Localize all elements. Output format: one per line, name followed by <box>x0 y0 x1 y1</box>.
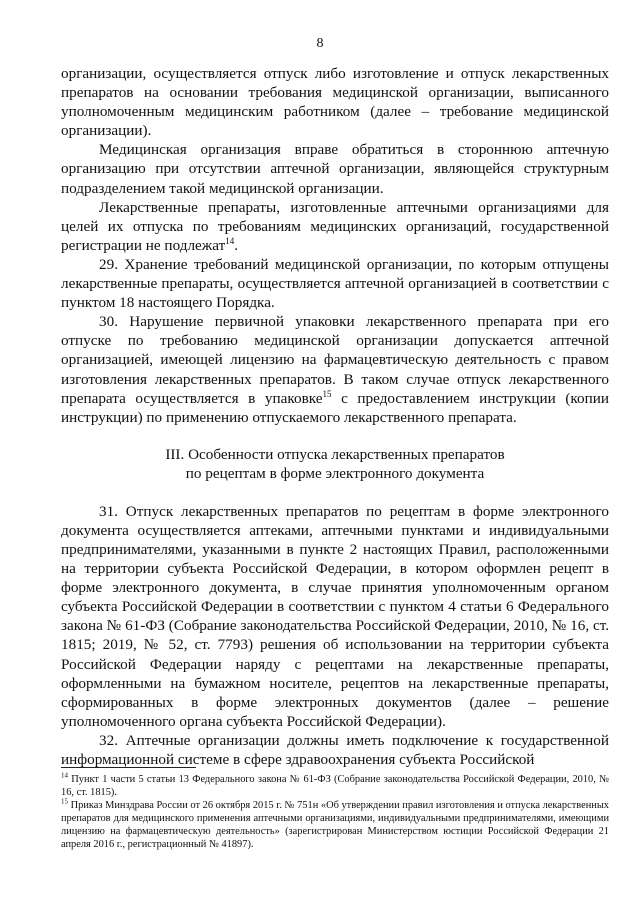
paragraph-text: 29. Хранение требований медицинской организации, по которым отпущены лекарственные препараты, осуществляется аптечной организацией в соответствии с пунктом 18 настоящего Порядка. <box>61 255 609 312</box>
paragraph-third-party-pharmacy <box>61 140 609 197</box>
footnote-number: 15 <box>61 797 68 806</box>
page-number: 8 <box>316 36 324 51</box>
document-body <box>61 64 609 769</box>
paragraph-text: Медицинская организация вправе обратиться в стороннюю аптечную организацию при отсутствии аптечной организации, являющейся структурным подразделением такой медицинской организации. <box>61 141 609 197</box>
paragraph-no-registration <box>61 198 609 255</box>
paragraph-30 <box>61 312 609 427</box>
section-heading-line-1: III. Особенности отпуска лекарственных препаратов <box>165 445 505 463</box>
footnote-text: Приказ Минздрава России от 26 октября 2015 г. № 751н «Об утверждении правил изготовления и отпуска лекарственных препаратов для медицинского применения аптечными организациями, индивидуальными предпринимателями, имеющими лицензию на фармацевтическую деятельность» (зарегистрирован Министерством юстиции Российской Федерации 21 апреля 2016 г., регистрационный № 41897). <box>61 800 609 851</box>
section-heading-line-2: по рецептам в форме электронного документа <box>185 465 485 483</box>
footnote-divider <box>61 767 196 768</box>
footnote-text: Пункт 1 части 5 статьи 13 Федерального закона № 61-ФЗ (Собрание законодательства Российской Федерации, 2010, № 16, ст. 1815). <box>61 774 609 799</box>
footnote-reference-15[interactable]: 15 <box>322 388 332 399</box>
footnotes <box>61 773 609 852</box>
paragraph-text: 32. Аптечные организации должны иметь подключение к государственной информационной системе в сфере здравоохранения субъекта Российской <box>61 731 609 768</box>
paragraph-text: 31. Отпуск лекарственных препаратов по рецептам в форме электронного документа осуществляется аптеками, аптечными пунктами и индивидуальными предпринимателями, указанными в пункте 2 настоящих Правил, расположенными на территории субъекта Российской Федерации, в котором оформлен рецепт в форме электронного документа, в случае принятия уполномоченным органом субъекта Российской Федерации в соответствии с пунктом 4 статьи 6 Федерального закона № 61-ФЗ (Собрание законодательства Российской Федерации, 2010, № 16, ст. 1815; 2019, № 52, ст. 7793) решения об использовании на территории субъекта Российской Федерации наряду с рецептами на лекарственные препараты, оформленными на бумажном носителе, рецептов на лекарственные препараты, сформированных в форме электронных документов (далее – решение уполномоченного органа субъекта Российской Федерации). <box>61 502 609 730</box>
paragraph-continuation <box>61 64 609 140</box>
paragraph-text: организации, осуществляется отпуск либо изготовление и отпуск лекарственных препаратов на основании требования медицинской организации, выписанного уполномоченным медицинским работником (далее – требование медицинской организации). <box>61 65 609 140</box>
paragraph-29 <box>61 255 609 312</box>
footnote-reference-14[interactable]: 14 <box>225 235 235 246</box>
paragraph-31 <box>61 502 609 731</box>
footnote-number: 14 <box>61 771 68 780</box>
paragraph-32 <box>61 731 609 769</box>
paragraph-text: Лекарственные препараты, изготовленные аптечными организациями для целей их отпуска по требованиям медицинских организаций, государственной регистрации не подлежат <box>61 198 609 254</box>
footnote-15 <box>61 799 609 851</box>
paragraph-tail: с предоставлением инструкции (копии инструкции) по применению отпускаемого лекарственного препарата. <box>61 389 609 426</box>
paragraph-text: 30. Нарушение первичной упаковки лекарственного препарата при его отпуске по требованию медицинской организации допускается аптечной организацией, имеющей лицензию на фармацевтическую деятельность с правом изготовления лекарственных препаратов. В таком случае отпуск лекарственного препарата осуществляется в упаковке <box>61 313 609 407</box>
section-heading <box>61 445 609 484</box>
footnote-14 <box>61 773 609 799</box>
paragraph-tail: . <box>234 236 239 254</box>
